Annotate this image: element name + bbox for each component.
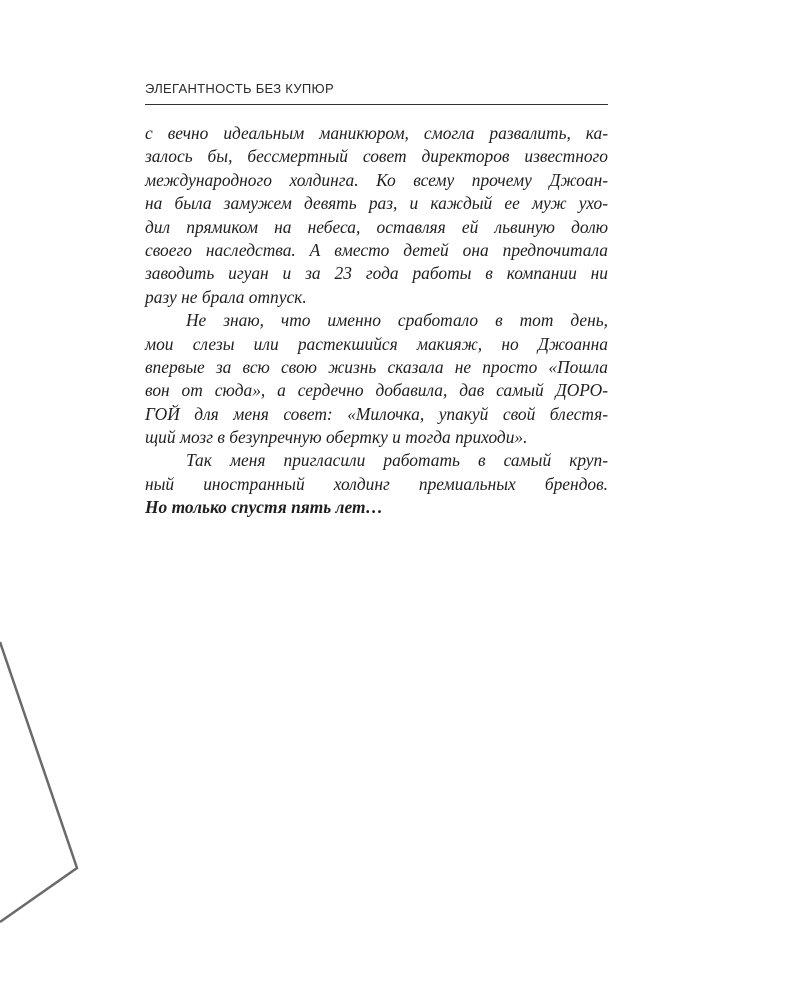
text-line: заводить игуан и за 23 года работы в компании ни — [145, 263, 608, 284]
text-line: вон от сюда», а сердечно добавила, дав самый ДОРО- — [145, 380, 608, 401]
paragraph-2 — [145, 309, 608, 449]
page-corner-outline — [0, 642, 77, 922]
paragraph-1 — [145, 122, 608, 309]
text-line: на была замужем девять раз, и каждый ее муж ухо- — [145, 193, 608, 214]
text-line: щий мозг в безупречную обертку и тогда приходи». — [145, 427, 528, 448]
text-line: впервые за всю свою жизнь сказала не просто «Пошла — [145, 356, 608, 377]
text-line: разу не брала отпуск. — [145, 286, 307, 307]
text-line: своего наследства. А вместо детей она предпочитала — [145, 239, 608, 260]
text-line: с вечно идеальным маникюром, смогла развалить, ка- — [145, 123, 608, 143]
running-head: ЭЛЕГАНТНОСТЬ БЕЗ КУПЮР — [145, 81, 334, 96]
text-line: ГОЙ для меня совет: «Милочка, упакуй свой блестя- — [145, 403, 608, 424]
text-line: дил прямиком на небеса, оставляя ей львиную долю — [145, 216, 608, 237]
text-line: Так меня пригласили работать в самый круп- — [186, 450, 608, 471]
text-line: залось бы, бессмертный совет директоров известного — [145, 146, 608, 167]
text-line: международного холдинга. Ко всему прочему Джоан- — [145, 169, 608, 190]
text-line-bold: Но только спустя пять лет… — [145, 497, 383, 518]
text-line: Не знаю, что именно сработало в тот день, — [186, 310, 608, 331]
body-text — [145, 122, 608, 520]
paragraph-3 — [145, 449, 608, 519]
header-rule — [145, 104, 608, 105]
text-line: мои слезы или растекшийся макияж, но Джоанна — [145, 333, 608, 354]
text-line: ный иностранный холдинг премиальных брендов. — [145, 473, 608, 494]
